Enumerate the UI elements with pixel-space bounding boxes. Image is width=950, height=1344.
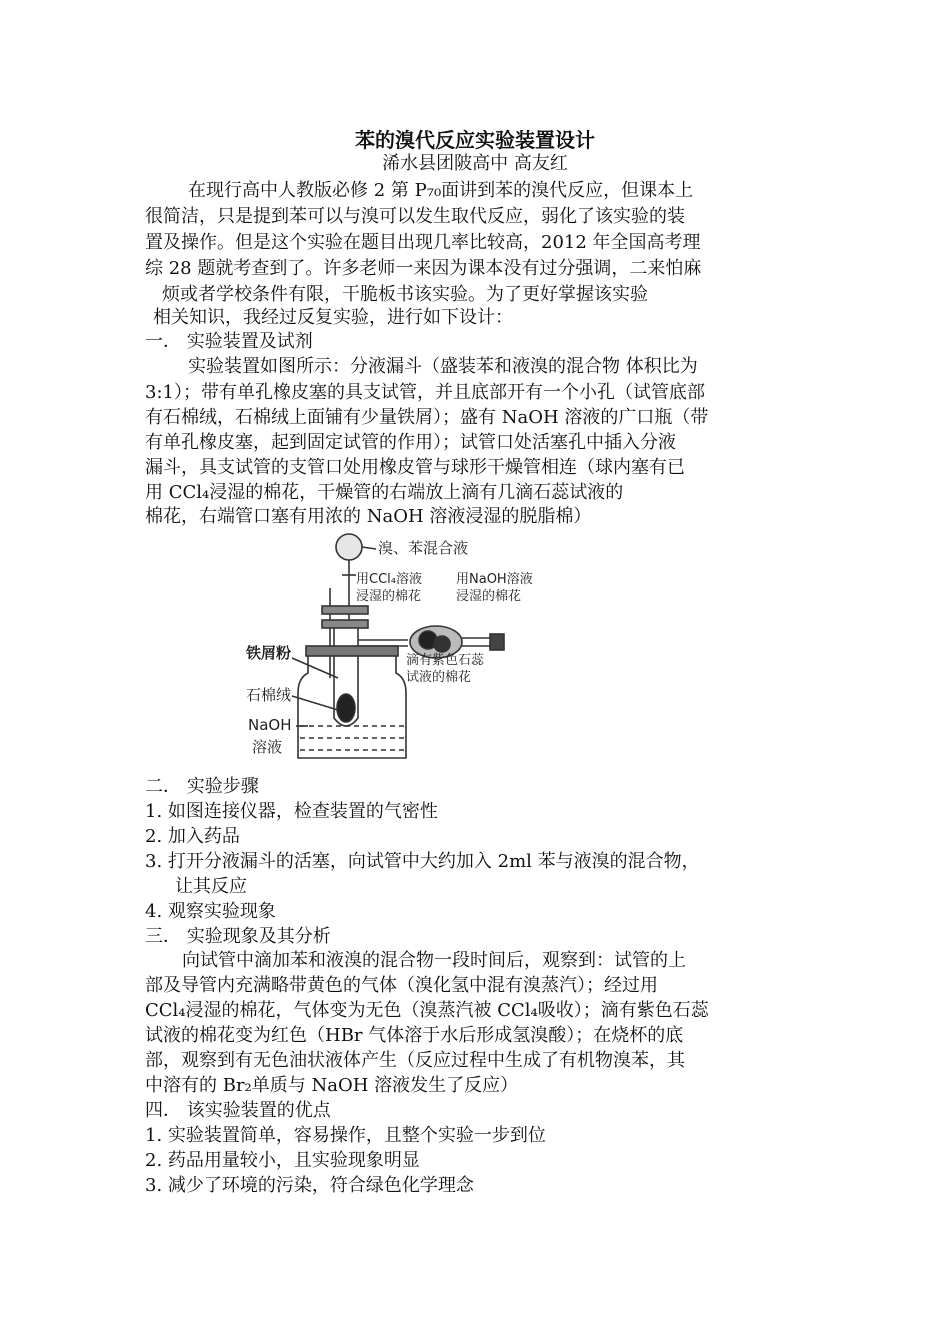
section-heading: 二． 实验步骤 [145,776,259,797]
intro-line: 很简洁，只是提到苯可以与溴可以发生取代反应，弱化了该实验的装 [145,206,685,227]
step-item: 3. 打开分液漏斗的活塞，向试管中大约加入 2ml 苯与液溴的混合物， [145,851,700,872]
figure-label-naoh-cotton: 浸湿的棉花 [456,589,522,604]
section1-line: 用 CCl₄浸湿的棉花，干燥管的右端放上滴有几滴石蕊试液的 [145,482,624,503]
section1-line: 实验装置如图所示：分液漏斗（盛装苯和液溴的混合物 体积比为 [188,356,698,377]
section3-line: 试液的棉花变为红色（HBr 气体溶于水后形成氢溴酸）；在烧杯的底 [145,1025,684,1046]
section3-line: 部，观察到有无色油状液体产生（反应过程中生成了有机物溴苯，其 [145,1050,685,1071]
section1-line: 漏斗，具支试管的支管口处用橡皮管与球形干燥管相连（球内塞有已 [145,457,685,478]
advantage-item: 1. 实验装置简单，容易操作，且整个实验一步到位 [145,1125,546,1146]
section-heading: 一． 实验装置及试剂 [145,331,313,352]
step-item: 4. 观察实验现象 [145,901,276,922]
advantage-item: 3. 减少了环境的污染，符合绿色化学理念 [145,1175,474,1196]
figure-label-litmus-cotton: 试液的棉花 [406,670,472,685]
step-item: 1. 如图连接仪器，检查装置的气密性 [145,801,438,822]
section-heading: 三． 实验现象及其分析 [145,926,331,947]
intro-line: 置及操作。但是这个实验在题目出现几率比较高，2012 年全国高考理 [145,232,701,253]
step-item: 让其反应 [175,876,247,897]
advantage-item: 2. 药品用量较小，且实验现象明显 [145,1150,420,1171]
figure-label-naoh-solution: NaOH [248,716,292,734]
figure-label-funnel: 溴、苯混合液 [378,539,469,557]
intro-line: 在现行高中人教版必修 2 第 P₇₀面讲到苯的溴代反应，但课本上 [188,180,694,201]
intro-line: 烦或者学校条件有限，干脆板书该实验。为了更好掌握该实验 [162,284,648,305]
figure-label-litmus-cotton: 滴有紫色石蕊 [406,653,485,668]
section1-line: 有石棉绒，石棉绒上面铺有少量铁屑）；盛有 NaOH 溶液的广口瓶（带 [145,407,709,428]
section3-line: 向试管中滴加苯和液溴的混合物一段时间后，观察到：试管的上 [182,950,686,971]
section1-line: 棉花，右端管口塞有用浓的 NaOH 溶液浸湿的脱脂棉） [145,506,592,527]
intro-line: 相关知识，我经过反复实验，进行如下设计： [153,307,513,328]
section1-line: 有单孔橡皮塞，起到固定试管的作用）；试管口处活塞孔中插入分液 [145,432,676,453]
apparatus-figure [238,528,578,768]
figure-label-naoh-solution: 溶液 [252,738,283,756]
section3-line: CCl₄浸湿的棉花，气体变为无色（溴蒸汽被 CCl₄吸收）；滴有紫色石蕊 [145,1000,709,1021]
figure-label-asbestos: 石棉绒 [246,686,292,704]
doc-title: 苯的溴代反应实验装置设计 [355,128,595,152]
step-item: 2. 加入药品 [145,826,240,847]
section-heading: 四． 该实验装置的优点 [145,1100,331,1121]
figure-label-naoh-cotton: 用NaOH溶液 [456,572,533,587]
section1-line: 3:1）；带有单孔橡皮塞的具支试管，并且底部开有一个小孔（试管底部 [145,382,705,403]
doc-author: 浠水县团陂高中 高友红 [382,153,568,174]
figure-label-ccl4-cotton: 浸湿的棉花 [356,589,422,604]
figure-label-iron: 铁屑粉 [246,644,292,662]
section3-line: 部及导管内充满略带黄色的气体（溴化氢中混有溴蒸汽）；经过用 [145,975,658,996]
figure-label-ccl4-cotton: 用CCl₄溶液 [356,572,422,587]
intro-line: 综 28 题就考查到了。许多老师一来因为课本没有过分强调，二来怕麻 [145,258,702,279]
section3-line: 中溶有的 Br₂单质与 NaOH 溶液发生了反应） [145,1075,519,1096]
